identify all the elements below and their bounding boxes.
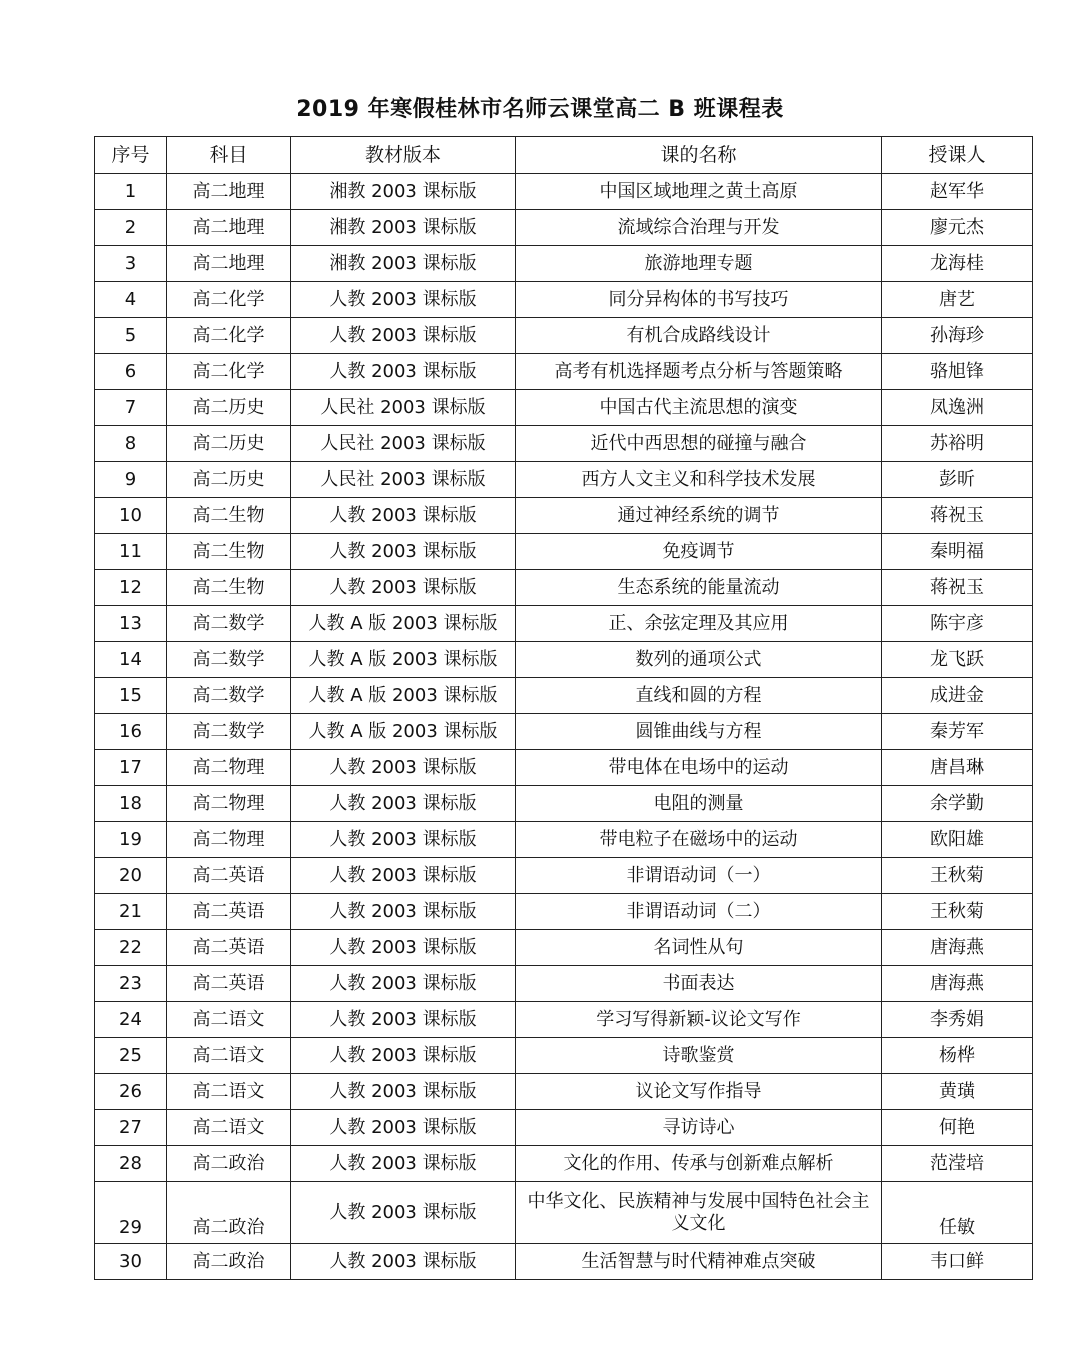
table-row	[95, 894, 1033, 930]
row-course-name: 同分异构体的书写技巧	[516, 282, 882, 318]
row-teacher: 何艳	[882, 1110, 1033, 1146]
row-subject: 高二政治	[167, 1244, 291, 1280]
row-course-name: 有机合成路线设计	[516, 318, 882, 354]
row-edition: 人教 2003 课标版	[291, 1182, 516, 1244]
row-edition: 人教 2003 课标版	[291, 1002, 516, 1038]
row-number: 18	[95, 786, 167, 822]
row-course-name: 诗歌鉴赏	[516, 1038, 882, 1074]
table-row	[95, 498, 1033, 534]
header-course-name: 课的名称	[516, 137, 882, 174]
row-teacher: 黄璜	[882, 1074, 1033, 1110]
row-teacher: 范滢培	[882, 1146, 1033, 1182]
row-teacher: 蒋祝玉	[882, 570, 1033, 606]
row-teacher: 唐海燕	[882, 966, 1033, 1002]
table-row	[95, 966, 1033, 1002]
row-number: 7	[95, 390, 167, 426]
row-subject: 高二物理	[167, 822, 291, 858]
table-header-row	[95, 137, 1033, 174]
row-number: 29	[95, 1182, 167, 1244]
row-teacher: 廖元杰	[882, 210, 1033, 246]
row-edition: 人教 2003 课标版	[291, 1038, 516, 1074]
row-teacher: 赵军华	[882, 174, 1033, 210]
row-teacher: 龙海桂	[882, 246, 1033, 282]
row-subject: 高二历史	[167, 462, 291, 498]
row-number: 27	[95, 1110, 167, 1146]
header-subject: 科目	[167, 137, 291, 174]
row-teacher: 凤逸洲	[882, 390, 1033, 426]
row-number: 14	[95, 642, 167, 678]
row-course-name: 通过神经系统的调节	[516, 498, 882, 534]
row-teacher: 秦明福	[882, 534, 1033, 570]
row-teacher: 陈宇彦	[882, 606, 1033, 642]
table-row	[95, 786, 1033, 822]
row-number: 17	[95, 750, 167, 786]
row-number: 24	[95, 1002, 167, 1038]
row-edition: 人教 2003 课标版	[291, 750, 516, 786]
table-body	[95, 174, 1033, 1280]
row-subject: 高二历史	[167, 426, 291, 462]
row-subject: 高二化学	[167, 354, 291, 390]
row-teacher: 王秋菊	[882, 894, 1033, 930]
row-number: 23	[95, 966, 167, 1002]
row-edition: 人教 2003 课标版	[291, 894, 516, 930]
table-row	[95, 570, 1033, 606]
row-subject: 高二化学	[167, 318, 291, 354]
page-title: 2019 年寒假桂林市名师云课堂高二 B 班课程表	[296, 97, 784, 122]
table-row	[95, 1110, 1033, 1146]
row-subject: 高二语文	[167, 1074, 291, 1110]
row-course-name: 中国古代主流思想的演变	[516, 390, 882, 426]
row-number: 22	[95, 930, 167, 966]
row-edition: 人教 2003 课标版	[291, 354, 516, 390]
row-subject: 高二生物	[167, 534, 291, 570]
row-teacher: 成进金	[882, 678, 1033, 714]
row-teacher: 韦口鲜	[882, 1244, 1033, 1280]
row-course-name: 非谓语动词（一）	[516, 858, 882, 894]
table-row	[95, 714, 1033, 750]
row-course-name: 免疫调节	[516, 534, 882, 570]
row-subject: 高二政治	[167, 1182, 291, 1244]
table-row	[95, 1074, 1033, 1110]
row-subject: 高二政治	[167, 1146, 291, 1182]
row-subject: 高二地理	[167, 210, 291, 246]
row-teacher: 骆旭锋	[882, 354, 1033, 390]
row-course-name: 圆锥曲线与方程	[516, 714, 882, 750]
row-teacher: 欧阳雄	[882, 822, 1033, 858]
row-course-name: 带电体在电场中的运动	[516, 750, 882, 786]
row-edition: 人民社 2003 课标版	[291, 426, 516, 462]
row-edition: 人教 2003 课标版	[291, 534, 516, 570]
row-course-name: 高考有机选择题考点分析与答题策略	[516, 354, 882, 390]
row-teacher: 李秀娟	[882, 1002, 1033, 1038]
row-course-name: 非谓语动词（二）	[516, 894, 882, 930]
row-edition: 人教 A 版 2003 课标版	[291, 606, 516, 642]
table-row	[95, 1002, 1033, 1038]
row-course-name: 流域综合治理与开发	[516, 210, 882, 246]
row-teacher: 唐海燕	[882, 930, 1033, 966]
row-edition: 人民社 2003 课标版	[291, 390, 516, 426]
row-course-name: 带电粒子在磁场中的运动	[516, 822, 882, 858]
row-edition: 湘教 2003 课标版	[291, 174, 516, 210]
row-course-name: 数列的通项公式	[516, 642, 882, 678]
row-teacher: 秦芳军	[882, 714, 1033, 750]
row-number: 10	[95, 498, 167, 534]
row-number: 4	[95, 282, 167, 318]
row-subject: 高二数学	[167, 606, 291, 642]
row-teacher: 彭昕	[882, 462, 1033, 498]
course-schedule-table	[94, 136, 1033, 1280]
table-row	[95, 1244, 1033, 1280]
row-subject: 高二语文	[167, 1110, 291, 1146]
row-number: 8	[95, 426, 167, 462]
row-edition: 人民社 2003 课标版	[291, 462, 516, 498]
row-course-name: 议论文写作指导	[516, 1074, 882, 1110]
row-edition: 人教 2003 课标版	[291, 1146, 516, 1182]
row-subject: 高二化学	[167, 282, 291, 318]
row-edition: 人教 A 版 2003 课标版	[291, 678, 516, 714]
row-number: 21	[95, 894, 167, 930]
row-number: 2	[95, 210, 167, 246]
row-number: 25	[95, 1038, 167, 1074]
table-row	[95, 174, 1033, 210]
row-subject: 高二语文	[167, 1038, 291, 1074]
row-teacher: 龙飞跃	[882, 642, 1033, 678]
row-course-name: 直线和圆的方程	[516, 678, 882, 714]
row-subject: 高二历史	[167, 390, 291, 426]
row-edition: 湘教 2003 课标版	[291, 210, 516, 246]
row-teacher: 王秋菊	[882, 858, 1033, 894]
row-course-name: 中国区域地理之黄土高原	[516, 174, 882, 210]
row-course-name: 正、余弦定理及其应用	[516, 606, 882, 642]
row-course-name: 文化的作用、传承与创新难点解析	[516, 1146, 882, 1182]
row-course-name: 旅游地理专题	[516, 246, 882, 282]
table-row	[95, 822, 1033, 858]
row-course-name: 名词性从句	[516, 930, 882, 966]
row-subject: 高二数学	[167, 678, 291, 714]
row-edition: 人教 2003 课标版	[291, 1244, 516, 1280]
row-number: 3	[95, 246, 167, 282]
row-edition: 人教 2003 课标版	[291, 570, 516, 606]
row-number: 15	[95, 678, 167, 714]
table-row	[95, 930, 1033, 966]
table-row	[95, 282, 1033, 318]
row-edition: 人教 2003 课标版	[291, 498, 516, 534]
row-subject: 高二数学	[167, 714, 291, 750]
row-edition: 人教 A 版 2003 课标版	[291, 714, 516, 750]
table-row	[95, 858, 1033, 894]
row-edition: 人教 2003 课标版	[291, 930, 516, 966]
row-subject: 高二物理	[167, 786, 291, 822]
row-teacher: 任敏	[882, 1182, 1033, 1244]
table-row	[95, 1038, 1033, 1074]
row-number: 12	[95, 570, 167, 606]
row-course-name: 学习写得新颖-议论文写作	[516, 1002, 882, 1038]
row-number: 9	[95, 462, 167, 498]
row-number: 20	[95, 858, 167, 894]
table-row	[95, 426, 1033, 462]
row-number: 13	[95, 606, 167, 642]
table-row	[95, 678, 1033, 714]
table-row	[95, 1182, 1033, 1244]
row-course-name: 生态系统的能量流动	[516, 570, 882, 606]
row-edition: 人教 2003 课标版	[291, 282, 516, 318]
row-number: 26	[95, 1074, 167, 1110]
row-subject: 高二地理	[167, 246, 291, 282]
row-edition: 湘教 2003 课标版	[291, 246, 516, 282]
row-edition: 人教 2003 课标版	[291, 822, 516, 858]
table-row	[95, 462, 1033, 498]
row-subject: 高二数学	[167, 642, 291, 678]
row-edition: 人教 2003 课标版	[291, 318, 516, 354]
row-subject: 高二英语	[167, 930, 291, 966]
row-subject: 高二英语	[167, 858, 291, 894]
row-number: 16	[95, 714, 167, 750]
row-edition: 人教 2003 课标版	[291, 1074, 516, 1110]
row-subject: 高二英语	[167, 966, 291, 1002]
table-row	[95, 318, 1033, 354]
row-teacher: 蒋祝玉	[882, 498, 1033, 534]
row-number: 1	[95, 174, 167, 210]
row-subject: 高二生物	[167, 570, 291, 606]
row-course-name: 电阻的测量	[516, 786, 882, 822]
row-edition: 人教 A 版 2003 课标版	[291, 642, 516, 678]
row-course-name: 中华文化、民族精神与发展中国特色社会主义文化	[516, 1182, 882, 1244]
row-subject: 高二地理	[167, 174, 291, 210]
table-row	[95, 606, 1033, 642]
row-course-name: 近代中西思想的碰撞与融合	[516, 426, 882, 462]
table-row	[95, 246, 1033, 282]
row-number: 28	[95, 1146, 167, 1182]
header-number: 序号	[95, 137, 167, 174]
table-row	[95, 750, 1033, 786]
table-row	[95, 354, 1033, 390]
row-course-name: 生活智慧与时代精神难点突破	[516, 1244, 882, 1280]
row-edition: 人教 2003 课标版	[291, 1110, 516, 1146]
row-edition: 人教 2003 课标版	[291, 966, 516, 1002]
row-course-name: 寻访诗心	[516, 1110, 882, 1146]
row-teacher: 余学勤	[882, 786, 1033, 822]
header-teacher: 授课人	[882, 137, 1033, 174]
row-subject: 高二英语	[167, 894, 291, 930]
row-edition: 人教 2003 课标版	[291, 858, 516, 894]
table-row	[95, 642, 1033, 678]
table-row	[95, 534, 1033, 570]
row-course-name: 西方人文主义和科学技术发展	[516, 462, 882, 498]
row-teacher: 唐昌琳	[882, 750, 1033, 786]
row-number: 30	[95, 1244, 167, 1280]
table-row	[95, 390, 1033, 426]
row-subject: 高二物理	[167, 750, 291, 786]
row-number: 11	[95, 534, 167, 570]
row-subject: 高二语文	[167, 1002, 291, 1038]
row-number: 5	[95, 318, 167, 354]
row-number: 19	[95, 822, 167, 858]
row-subject: 高二生物	[167, 498, 291, 534]
row-edition: 人教 2003 课标版	[291, 786, 516, 822]
header-edition: 教材版本	[291, 137, 516, 174]
row-course-name: 书面表达	[516, 966, 882, 1002]
row-teacher: 杨桦	[882, 1038, 1033, 1074]
row-teacher: 孙海珍	[882, 318, 1033, 354]
table-row	[95, 210, 1033, 246]
row-teacher: 苏裕明	[882, 426, 1033, 462]
row-number: 6	[95, 354, 167, 390]
table-row	[95, 1146, 1033, 1182]
row-teacher: 唐艺	[882, 282, 1033, 318]
